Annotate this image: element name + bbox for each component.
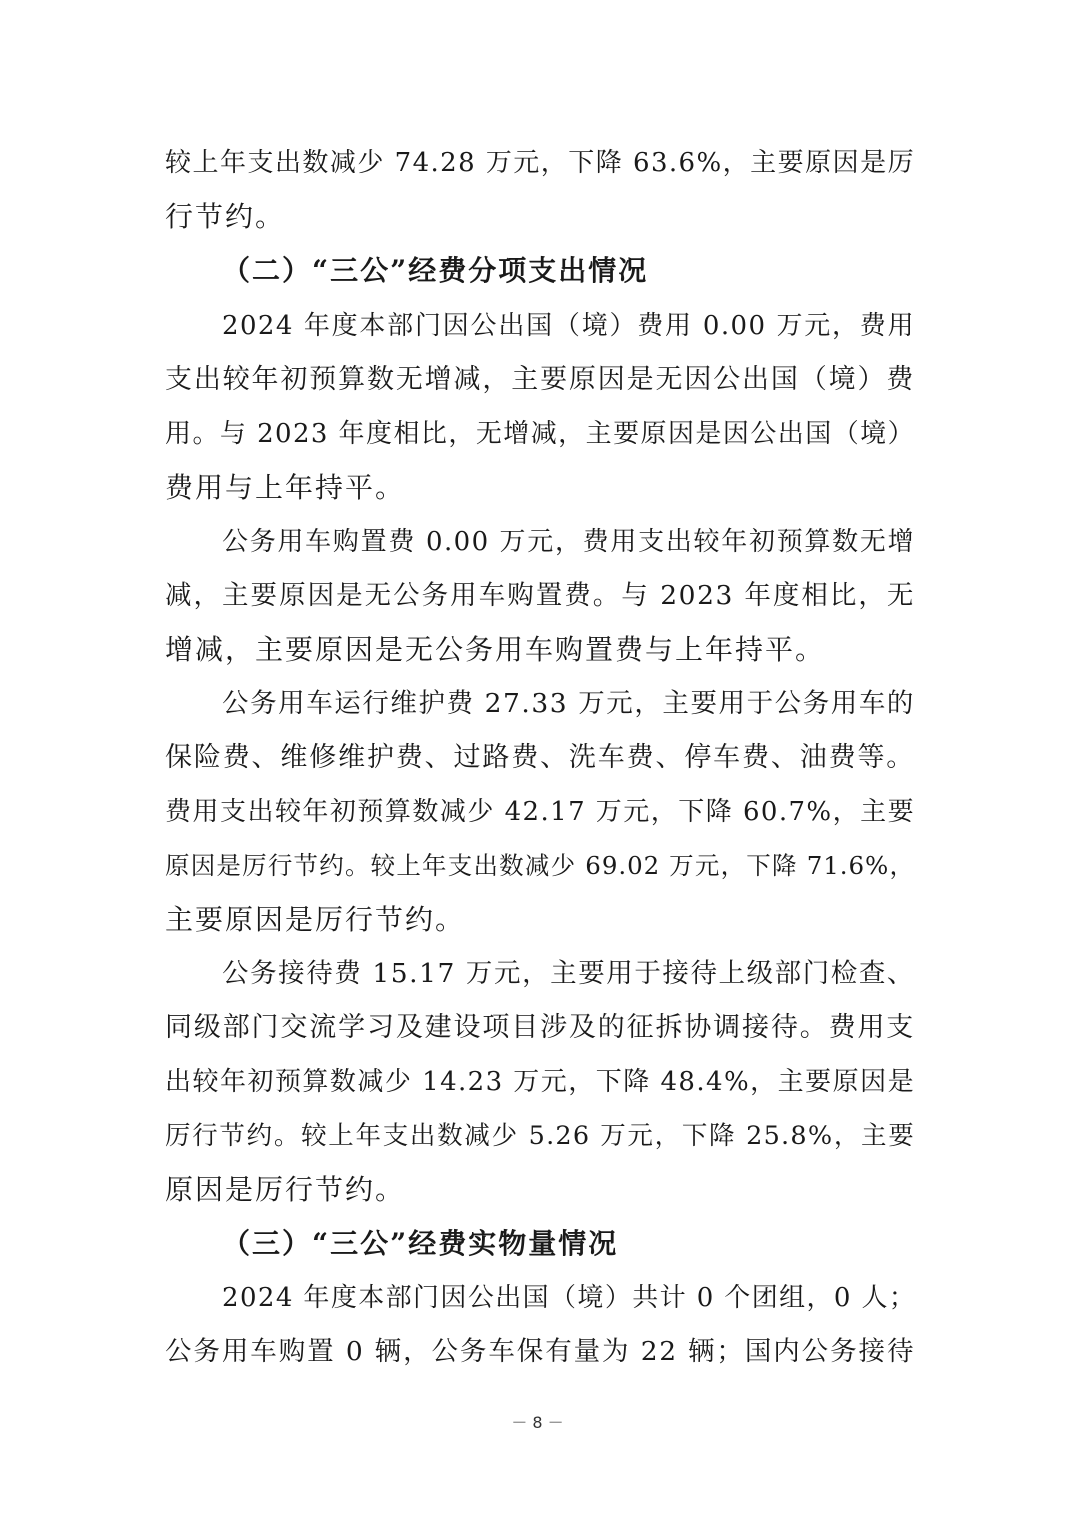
paragraph-line: 出较年初预算数减少 14.23 万元，下降 48.4%，主要原因是 bbox=[165, 1067, 915, 1097]
paragraph-line: 支出较年初预算数无增减，主要原因是无因公出国（境）费 bbox=[165, 364, 915, 395]
paragraph-line: 较上年支出数减少 74.28 万元，下降 63.6%，主要原因是厉 bbox=[165, 148, 915, 178]
paragraph-line: 公务接待费 15.17 万元，主要用于接待上级部门检查、 bbox=[222, 958, 915, 989]
paragraph-line: 原因是厉行节约。较上年支出数减少 69.02 万元，下降 71.6%， bbox=[165, 851, 915, 880]
paragraph-line: 费用与上年持平。 bbox=[165, 471, 406, 504]
paragraph-line: 2024 年度本部门因公出国（境）共计 0 个团组，0 人； bbox=[222, 1283, 917, 1313]
paragraph-line: 公务用车运行维护费 27.33 万元，主要用于公务用车的 bbox=[222, 688, 915, 719]
paragraph-line: 费用支出较年初预算数减少 42.17 万元，下降 60.7%，主要 bbox=[165, 797, 915, 827]
paragraph-line: 同级部门交流学习及建设项目涉及的征拆协调接待。费用支 bbox=[165, 1012, 915, 1043]
section-heading: （二）“三公”经费分项支出情况 bbox=[222, 254, 649, 287]
section-heading: （三）“三公”经费实物量情况 bbox=[222, 1227, 619, 1260]
paragraph-line: 行节约。 bbox=[165, 200, 286, 233]
paragraph-line: 厉行节约。较上年支出数减少 5.26 万元，下降 25.8%，主要 bbox=[165, 1121, 915, 1151]
paragraph-line: 增减，主要原因是无公务用车购置费与上年持平。 bbox=[165, 633, 826, 666]
paragraph-line: 保险费、维修维护费、过路费、洗车费、停车费、油费等。 bbox=[165, 742, 915, 773]
paragraph-line: 原因是厉行节约。 bbox=[165, 1173, 406, 1206]
paragraph-line: 2024 年度本部门因公出国（境）费用 0.00 万元，费用 bbox=[222, 311, 915, 341]
paragraph-line: 用。与 2023 年度相比，无增减，主要原因是因公出国（境） bbox=[165, 419, 915, 449]
paragraph-line: 公务用车购置费 0.00 万元，费用支出较年初预算数无增 bbox=[222, 527, 915, 557]
paragraph-line: 公务用车购置 0 辆，公务车保有量为 22 辆；国内公务接待 bbox=[165, 1336, 915, 1367]
page-number: － 8 － bbox=[511, 1413, 564, 1432]
paragraph-line: 减，主要原因是无公务用车购置费。与 2023 年度相比，无 bbox=[165, 580, 915, 611]
paragraph-line: 主要原因是厉行节约。 bbox=[165, 903, 466, 936]
